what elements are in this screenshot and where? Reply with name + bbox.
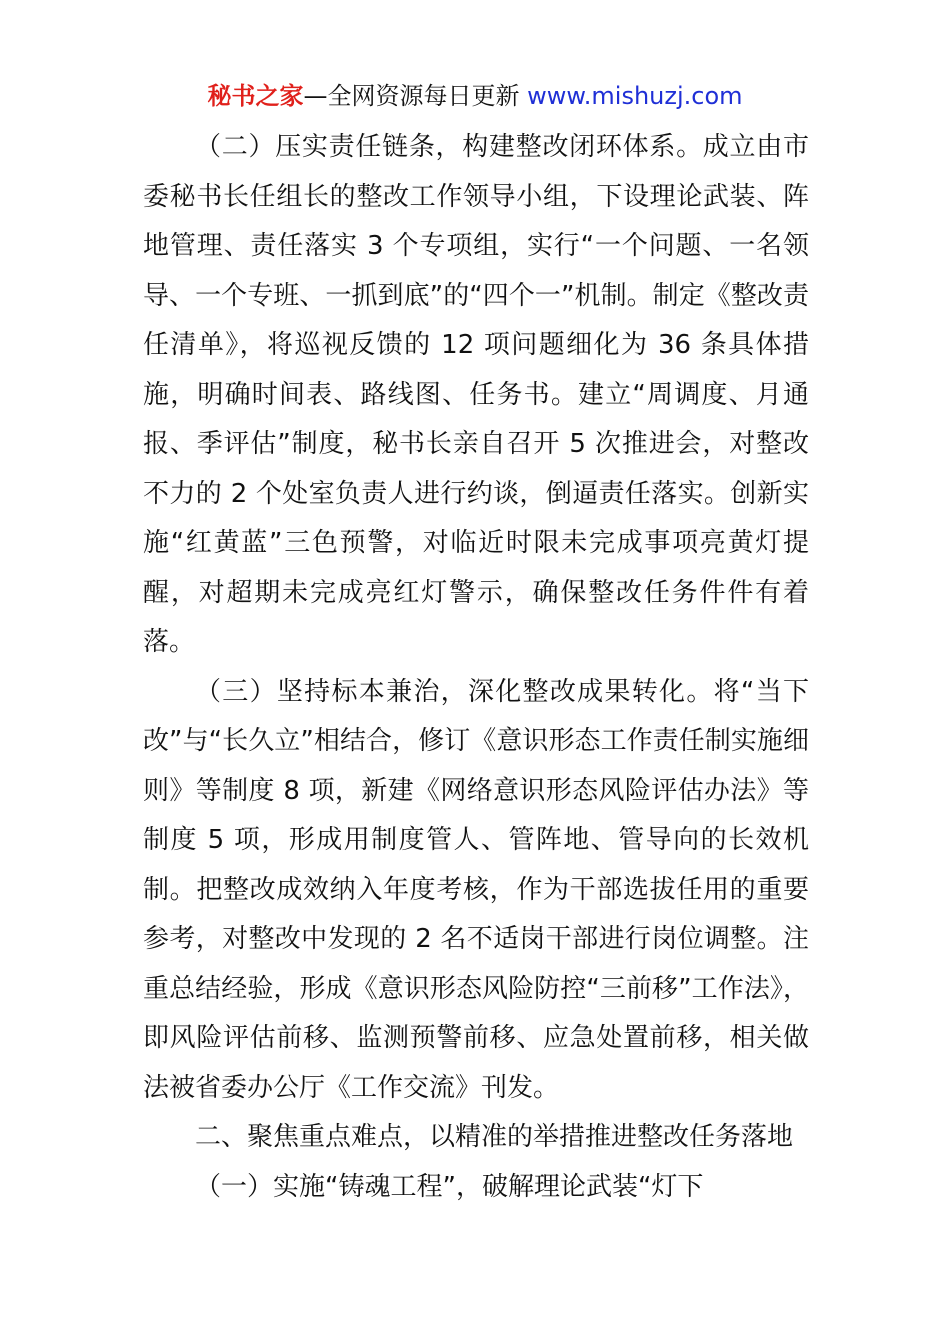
site-brand: 秘书之家 — [207, 82, 304, 110]
section-heading-2: 二、聚焦重点难点，以精准的举措推进整改任务落地 — [195, 1122, 794, 1152]
document-body — [143, 123, 809, 1212]
paragraph-subsection-1: （一）实施“铸魂工程”，破解理论武装“灯下 — [195, 1171, 704, 1202]
paragraph-section-3: （三）坚持标本兼治，深化整改成果转化。将“当下改”与“长久立”相结合，修订《意识形态工作责任制实施细则》等制度 8 项，新建《网络意识形态风险评估办法》等制度 5 项，形成用制度管人、管阵地、管导向的长效机制。把整改成效纳入年度考核，作为干部选拔任用的重要参考，对整改中发现的 2 名不适岗干部进行岗位调整。注重总结经验，形成《意识形态风险防控“三前移”工作法》，即风险评估前移、监测预警前移、应急处置前移，相关做法被省委办公厅《工作交流》刊发。 — [143, 676, 809, 1103]
paragraph-section-2: （二）压实责任链条，构建整改闭环体系。成立由市委秘书长任组长的整改工作领导小组，下设理论武装、阵地管理、责任落实 3 个专项组，实行“一个问题、一名领导、一个专班、一抓到底”的“四个一”机制。制定《整改责任清单》，将巡视反馈的 12 项问题细化为 36 条具体措施，明确时间表、路线图、任务书。建立“周调度、月通报、季评估”制度，秘书长亲自召开 5 次推进会，对整改不力的 2 个处室负责人进行约谈，倒逼责任落实。创新实施“红黄蓝”三色预警，对临近时限未完成事项亮黄灯提醒，对超期未完成亮红灯警示，确保整改任务件件有着落。 — [143, 132, 809, 657]
site-header — [0, 80, 950, 112]
site-url-link[interactable]: www.mishuzj.com — [527, 82, 743, 110]
site-tagline: —全网资源每日更新 — [303, 82, 520, 110]
